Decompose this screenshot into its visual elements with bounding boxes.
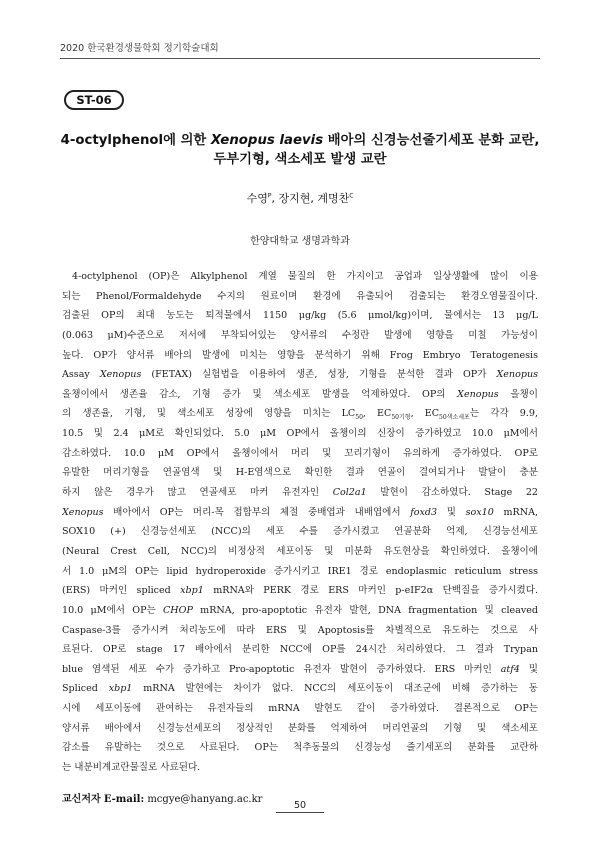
title-line-1: 4-octylphenol에 의한 Xenopus laevis 배아의 신경능선줄기세포 분화 교란, [60, 133, 540, 148]
abstract-line: 감소하였다. 10.0 μM OP에서 올챙이에서 머리 및 꼬리기형이 유의하게 증가하였다. OP로 [62, 447, 538, 459]
abstract-line: 유발한 머리기형을 연골염색 및 H-E염색으로 확인한 결과 연골이 결여되거나 발달이 충분 [62, 467, 538, 479]
abstract-line: 는 내분비계교란물질로 사료된다. [62, 762, 201, 774]
abstract-line: 올챙이에서 생존율 감소, 기형 증가 및 색소세포 발생을 억제하였다. OP의 Xenopus 올챙이 [62, 388, 538, 400]
author-list: 수영$^P$, 장지현, 계명찬$^C$ [246, 192, 354, 205]
abstract-line: 높다. OP가 양서류 배아의 발생에 미치는 영향을 분석하기 위해 Frog Embryo Teratogenesis [62, 349, 538, 361]
abstract-line: 4-octylphenol (OP)은 Alkylphenol 계열 물질의 한 가지이고 공업과 일상생활에 많이 이용 [72, 271, 538, 282]
email-address[interactable]: mcgye@hanyang.ac.kr [147, 794, 263, 805]
author-2: 장지현 [278, 192, 311, 205]
author-1-mark: P [267, 192, 272, 200]
abstract-body [62, 267, 538, 778]
abstract-line: (ERS) 마커인 spliced xbp1 mRNA와 PERK 경로 ERS 마커인 p-eIF2α 단백질을 증가시켰다. [62, 585, 538, 597]
abstract-line: blue 염색된 세포 수가 증가하고 Pro-apoptotic 유전자 발현이 증가하였다. ERS 마커인 atf4 및 [62, 663, 538, 675]
abstract-line: 의 생존율, 기형, 및 색소세포 성장에 영향을 미치는 $LC_{50}$, $EC_{50기형}$, $EC_{50색소세포}$는 각각 9.9, [62, 408, 538, 422]
abstract-line: SOX10 (+) 신경능선세포 (NCC)의 세포 수를 증가시켰고 연골분화 억제, 신경능선세포 [62, 526, 538, 538]
abstract-line: Caspase-3를 증가시켜 처리농도에 따라 ERS 및 Apoptosis를 차별적으로 유도하는 것으로 사 [62, 624, 538, 636]
abstract-line: 시에 세포이동에 관여하는 유전자들의 mRNA 발현도 같이 증가하였다. 결론적으로 OP는 [62, 703, 538, 715]
abstract-line: 되는 Phenol/Formaldehyde 수지의 원료이며 환경에 유출되어 검출되는 환경오염물질이다. [62, 290, 538, 302]
title-line-2: 두부기형, 색소세포 발생 교란 [213, 152, 387, 167]
title-species: Xenopus laevis [210, 133, 324, 148]
abstract-line: 검출된 OP의 최대 농도는 퇴적물에서 1150 μg/kg (5.6 μmol/kg)이며, 물에서는 13 μg/L [62, 310, 538, 322]
session-tag: ST-06 [64, 90, 124, 110]
abstract-line: Xenopus 배아에서 OP는 머리-목 접합부의 체절 중배엽과 내배엽에서 foxd3 및 sox10 mRNA, [62, 506, 538, 518]
abstract-line: 감소를 유발하는 것으로 사료된다. OP는 척추동물의 신경능성 줄기세포의 분화를 교란하 [62, 742, 538, 754]
page-number: 50 [0, 800, 600, 813]
contact-label: 교신저자 [62, 794, 101, 805]
abstract-line: Assay Xenopus (FETAX) 실험법을 이용하여 생존, 성장, 기형을 분석한 결과 OP가 Xenopus [62, 369, 538, 381]
abstract-line: 하지 않은 경우가 많고 연골세포 마커 유전자인 Col2a1 발현이 감소하였다. Stage 22 [62, 487, 538, 499]
author-1: 수영 [246, 192, 268, 205]
abstract-line: 10.0 μM에서 OP는 CHOP mRNA, pro-apoptotic 유전자 발현, DNA fragmentation 및 cleaved [62, 604, 538, 616]
abstract-line: 양서류 배아에서 신경능선세포의 정상적인 분화를 억제하여 머리연골의 기형 및 색소세포 [62, 722, 538, 734]
author-3: 계명찬 [317, 192, 350, 205]
paper-title [40, 131, 560, 169]
affiliation: 한양대학교 생명과학과 [250, 236, 350, 247]
abstract-line: Spliced xbp1 mRNA 발현에는 차이가 없다. NCC의 세포이동이 대조군에 비해 증가하는 동 [62, 683, 538, 695]
abstract-line: 서 1.0 μM의 OP는 lipid hydroperoxide 증가시키고 IRE1 경로 endoplasmic reticulum stress [62, 565, 538, 577]
abstract-line: (0.063 μM)수준으로 저서에 부착되어있는 양서류의 수정란 발생에 영향을 미칠 가능성이 [62, 329, 538, 341]
conference-header: 2020 한국환경생물학회 정기학술대회 [60, 43, 219, 54]
email-label: E-mail: [103, 794, 145, 805]
abstract-line: 10.5 및 2.4 μM로 확인되었다. 5.0 μM OP에서 올챙이의 신장이 증가하였고 10.0 μM에서 [62, 428, 538, 440]
header-rule [60, 58, 540, 59]
author-3-mark: C [349, 192, 354, 200]
abstract-line: 료된다. OP로 stage 17 배아에서 분리한 NCC에 OP를 24시간 처리하였다. 그 결과 Trypan [62, 644, 538, 656]
abstract-line: (Neural Crest Cell, NCC)의 비정상적 세포이동 및 미분화 유도현상을 확인하였다. 올챙이에 [62, 545, 538, 557]
